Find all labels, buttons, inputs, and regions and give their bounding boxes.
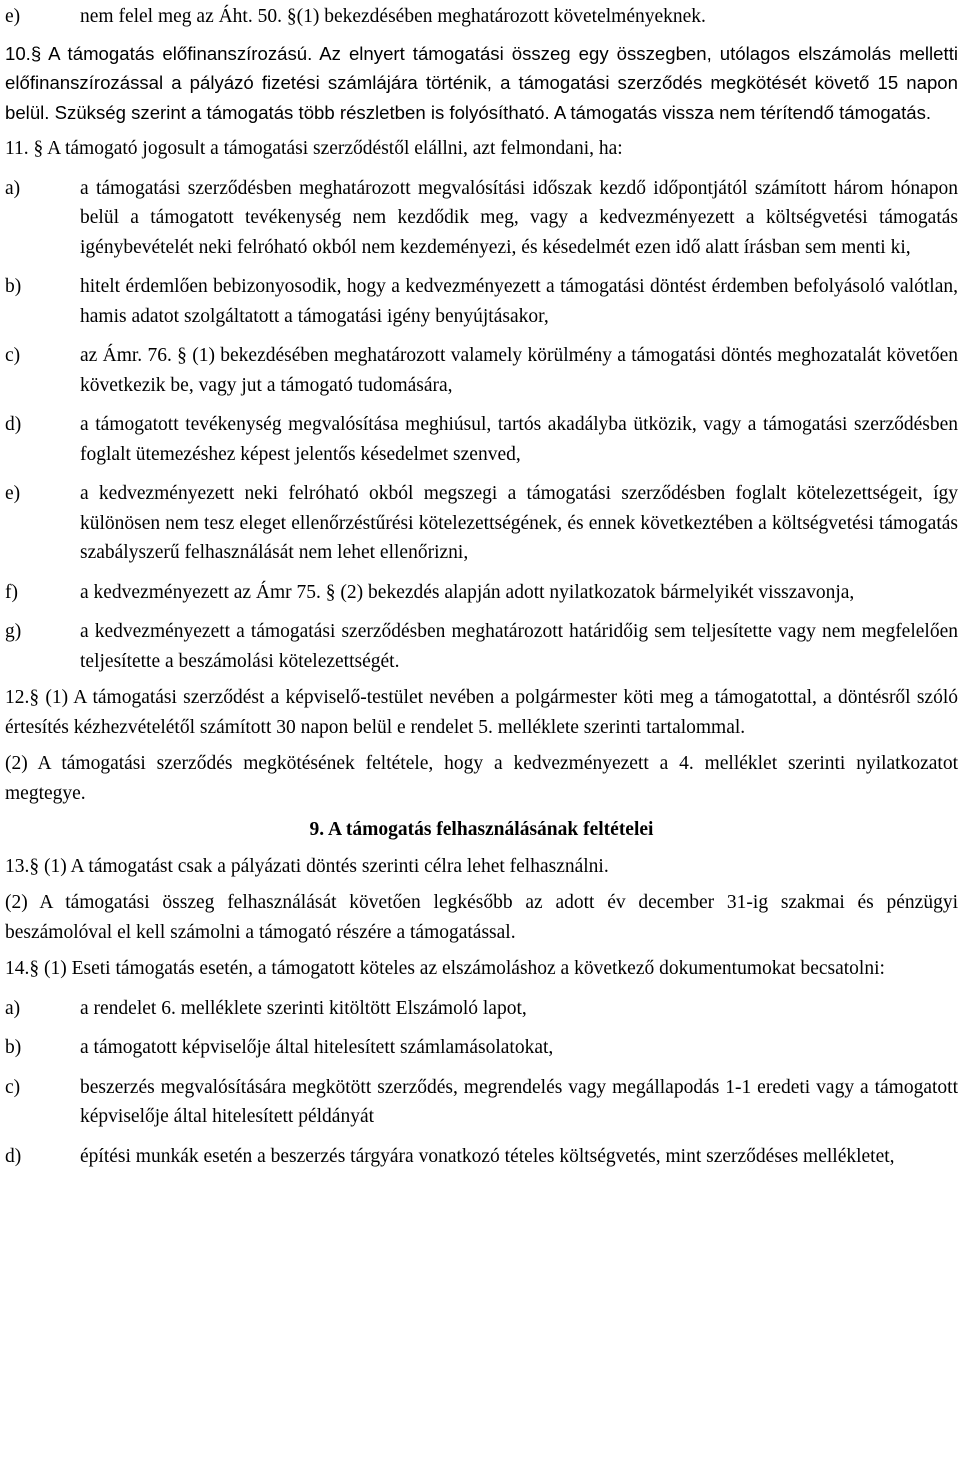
section-11-item-d <box>5 410 958 469</box>
section-14-item-d <box>5 1142 958 1172</box>
list-item-text: az Ámr. 76. § (1) bekezdésében meghatározott valamely körülmény a támogatási döntés meghozatalát követően következik be, vagy jut a támogató tudomására, <box>80 345 958 396</box>
list-item-text: a rendelet 6. melléklete szerinti kitöltött Elszámoló lapot, <box>80 997 527 1019</box>
list-item-label: e) <box>5 6 21 27</box>
section-13-paragraph-2: (2) A támogatási összeg felhasználását követően legkésőbb az adott év december 31-ig szakmai és pénzügyi beszámolóval el kell számolni a támogató részére a támogatással. <box>5 892 958 943</box>
list-item-text: építési munkák esetén a beszerzés tárgyára vonatkozó tételes költségvetés, mint szerződéses mellékletet, <box>80 1145 895 1167</box>
section-13-paragraph-1: 13.§ (1) A támogatást csak a pályázati döntés szerinti célra lehet felhasználni. <box>5 855 609 877</box>
section-11-item-g <box>5 617 958 676</box>
list-item-text: a kedvezményezett a támogatási szerződésben meghatározott határidőig sem teljesítette vagy nem megfelelően teljesítette a beszámolási kötelezettségét. <box>80 621 958 672</box>
list-item-text: nem felel meg az Áht. 50. §(1) bekezdésében meghatározott követelményeknek. <box>80 6 706 27</box>
list-item-top-e <box>5 2 958 32</box>
list-item-text: hitelt érdemlően bebizonyosodik, hogy a kedvezményezett a támogatási döntést érdemben befolyásoló valótlan, hamis adatot szolgáltatott a támogatási igény benyújtásakor, <box>80 276 958 327</box>
list-item-text: a kedvezményezett az Ámr 75. § (2) bekezdés alapján adott nyilatkozatok bármelyikét visszavonja, <box>80 581 855 603</box>
list-item-label: c) <box>5 345 21 366</box>
list-item-label: g) <box>5 621 22 642</box>
list-item-label: b) <box>5 276 22 297</box>
section-10-paragraph: 10.§ A támogatás előfinanszírozású. Az elnyert támogatási összeg egy összegben, utólagos elszámolás melletti előfinanszírozással a pályázó fizetési számlájára történik, a támogatási szerződés megkötését követő 15 napon belül. Szükség szerint a támogatás több részletben is folyósítható. A támogatás vissza nem térítendő támogatás. <box>5 42 958 123</box>
section-11-item-c <box>5 341 958 400</box>
section-heading-9: 9. A támogatás felhasználásának feltételei <box>309 819 654 840</box>
document-page <box>5 2 958 1171</box>
list-item-label: d) <box>5 1145 22 1167</box>
list-item-label: a) <box>5 997 21 1019</box>
list-item-text: a támogatott tevékenység megvalósítása meghiúsul, tartós akadályba ütközik, vagy a támogatási szerződésben foglalt ütemezéshez képest jelentős késedelmet szenved, <box>80 414 958 465</box>
section-14-item-b <box>5 1033 958 1063</box>
section-11-item-f <box>5 578 958 608</box>
list-item-label: c) <box>5 1076 21 1098</box>
section-11-item-b <box>5 272 958 331</box>
list-item-text: a támogatási szerződésben meghatározott megvalósítási időszak kezdő időpontjától számított három hónapon belül a támogatott tevékenység nem kezdődik meg, vagy a kedvezményezett a költségvetési támogatás igénybevételét neki felróható okból nem kezdeményezi, és késedelmét ezen idő alatt írásban sem menti ki, <box>80 177 958 258</box>
section-14-item-c <box>5 1073 958 1132</box>
list-item-text: a kedvezményezett neki felróható okból megszegi a támogatási szerződésben foglalt kötelezettségeit, így különösen nem tesz eleget ellenőrzéstűrési kötelezettségének, és ennek következtében a költségvetési támogatás szabályszerű felhasználását nem lehet ellenőrizni, <box>80 483 958 563</box>
list-item-label: d) <box>5 414 22 435</box>
section-11-intro: 11. § A támogató jogosult a támogatási szerződéstől elállni, azt felmondani, ha: <box>5 138 623 159</box>
section-12-paragraph-2: (2) A támogatási szerződés megkötésének feltétele, hogy a kedvezményezett a 4. melléklet szerinti nyilatkozatot megtegye. <box>5 753 958 804</box>
list-item-label: a) <box>5 177 21 199</box>
section-11-item-e <box>5 479 958 568</box>
list-item-label: f) <box>5 581 18 603</box>
section-14-intro: 14.§ (1) Eseti támogatás esetén, a támogatott köteles az elszámoláshoz a következő dokumentumokat becsatolni: <box>5 958 885 979</box>
section-14-item-a <box>5 994 958 1024</box>
list-item-label: e) <box>5 483 21 504</box>
list-item-label: b) <box>5 1037 22 1058</box>
list-item-text: beszerzés megvalósítására megkötött szerződés, megrendelés vagy megállapodás 1-1 eredeti vagy a támogatott képviselője által hitelesített példányát <box>80 1076 958 1127</box>
section-12-paragraph-1: 12.§ (1) A támogatási szerződést a képviselő-testület nevében a polgármester köti meg a támogatottal, a döntésről szóló értesítés kézhezvételétől számított 30 napon belül e rendelet 5. melléklete szerinti tartalommal. <box>5 687 958 738</box>
list-item-text: a támogatott képviselője által hitelesített számlamásolatokat, <box>80 1037 554 1058</box>
section-11-item-a <box>5 174 958 263</box>
